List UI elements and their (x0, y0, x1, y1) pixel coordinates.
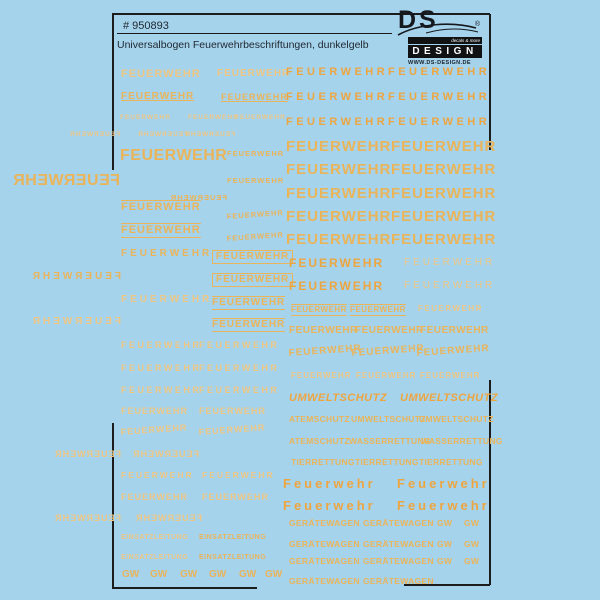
decal-text: GW (150, 569, 168, 580)
decal-text: FEUERWEHR (199, 340, 280, 350)
decal-text: FEUERWEHR (12, 172, 120, 189)
decal-text: FEUERWEHR (226, 208, 285, 221)
sheet-title: Universalbogen Feuerwehrbeschriftungen, dunkelgelb (117, 39, 369, 51)
logo-url: WWW.DS-DESIGN.DE (408, 60, 471, 66)
decal-text: Feuerwehr (397, 498, 490, 513)
decal-text: FEUERWEHR (350, 305, 406, 314)
decal-text: GW (265, 569, 283, 580)
decal-text: FEUERWEHR (351, 342, 426, 359)
decal-text: FEUERWEHR (29, 271, 121, 282)
logo-tagline: decals & more (408, 37, 482, 44)
decal-text: FEUERWEHR (121, 224, 201, 236)
decal-text: TIERRETTUNG (419, 457, 483, 467)
decal-text: GW (464, 518, 480, 528)
decal-text: FEUERWEHR (121, 91, 195, 102)
decal-text: EINSATZLEITUNG (199, 554, 267, 561)
decal-text: FEUERWEHR (121, 248, 213, 259)
decal-text: FEUERWEHR (212, 319, 286, 330)
decal-text: FEUERWEHR (212, 273, 293, 287)
decal-text: FEUERWEHR (54, 513, 121, 523)
registered-trademark-icon: ® (474, 21, 480, 28)
decal-text: GERÄTEWAGEN (363, 576, 434, 586)
decal-text: FEUERWEHR (286, 231, 392, 248)
decal-text: FEUERWEHR (418, 304, 483, 313)
decal-text: FEUERWEHR (135, 513, 202, 523)
decal-text: FEUERWEHR (212, 250, 293, 264)
decal-text: GW (464, 556, 480, 566)
decal-text: FEUERWEHR (289, 279, 385, 293)
decal-text: WASSERRETTUNG (421, 436, 503, 446)
decal-text: FEUERWEHR (404, 257, 496, 268)
decal-text: FEUERWEHR (388, 66, 491, 78)
decal-text: FEUERWEHR (391, 161, 497, 178)
decal-text: ATEMSCHUTZ (289, 436, 350, 446)
decal-text: FEUERWEHR (188, 114, 239, 121)
decal-text: FEUERWEHR (289, 256, 385, 270)
decal-text: FEUERWEHR (121, 363, 202, 373)
decal-text: FEUERWEHR (120, 114, 171, 121)
decal-text: FEUERWEHR (121, 492, 188, 502)
decal-text: EINSATZLEITUNG (199, 534, 267, 541)
decal-text: FEUERWEHR (198, 422, 266, 437)
decal-text: FEUERWEHR (121, 385, 202, 395)
decal-text: FEUERWEHR (391, 231, 497, 248)
decal-text: FEUERWEHR (416, 342, 491, 359)
decal-text: GW (437, 556, 453, 566)
decal-text: FEUERWEHR (199, 363, 280, 373)
decal-text: FEUERWEHR (286, 138, 392, 155)
decal-text: FEUERWEHR (137, 131, 188, 138)
decal-text: FEUERWEHR (291, 305, 347, 314)
decal-text: GW (239, 569, 257, 580)
decal-text: FEUERWEHR (388, 116, 491, 128)
decal-text: FEUERWEHR (420, 325, 489, 336)
logo-ds-text: DS (398, 6, 439, 34)
decal-text: FEUERWEHR (286, 161, 392, 178)
decal-text: GERÄTEWAGEN (289, 539, 360, 549)
decal-text: TIERRETTUNG (355, 457, 419, 467)
decal-text: GW (437, 518, 453, 528)
decal-text: FEUERWEHR (121, 406, 188, 416)
decal-text: FEUERWEHR (212, 297, 286, 308)
decal-text: FEUERWEHR (286, 91, 389, 103)
decal-text: WASSERRETTUNG (349, 436, 431, 446)
decal-text: FEUERWEHR (121, 201, 201, 213)
decal-text: FEUERWEHR (121, 68, 201, 80)
decal-text: FEUERWEHR (420, 371, 481, 380)
decal-text: FEUERWEHR (132, 449, 199, 459)
decal-text: GW (209, 569, 227, 580)
decal-text: FEUERWEHR (391, 208, 497, 225)
decal-text: FEUERWEHR (199, 406, 266, 416)
decal-text: Feuerwehr (397, 476, 490, 491)
decal-text: FEUERWEHR (121, 294, 213, 305)
decal-text: FEUERWEHR (184, 131, 235, 138)
decal-text: GW (180, 569, 198, 580)
decal-text: Feuerwehr (283, 498, 376, 513)
decal-text: FEUERWEHR (291, 371, 352, 380)
decal-text: FEUERWEHR (286, 208, 392, 225)
decal-text: FEUERWEHR (120, 422, 188, 437)
decal-text: FEUERWEHR (202, 470, 275, 480)
decal-text: FEUERWEHR (286, 116, 389, 128)
decal-text: GERÄTEWAGEN (363, 556, 434, 566)
decal-text: FEUERWEHR (69, 131, 120, 138)
decal-text: FEUERWEHR (235, 114, 286, 121)
logo-design-text: DESIGN (408, 45, 482, 58)
decal-text: ATEMSCHUTZ (289, 414, 350, 424)
decal-text: UMWELTSCHUTZ (289, 392, 388, 404)
decal-text: FEUERWEHR (227, 176, 285, 185)
decal-text: TIERRETTUNG (291, 457, 355, 467)
decal-text: FEUERWEHR (54, 449, 121, 459)
decal-text: FEUERWEHR (169, 193, 227, 202)
decal-text: GERÄTEWAGEN (363, 539, 434, 549)
decal-text: Feuerwehr (283, 476, 376, 491)
decal-text: FEUERWEHR (199, 385, 280, 395)
decal-text: UMWELTSCHUTZ (351, 414, 426, 424)
decal-text: EINSATZLEITUNG (121, 534, 189, 541)
product-number: # 950893 (123, 20, 169, 32)
decal-text: GW (122, 569, 140, 580)
decal-text: FEUERWEHR (289, 325, 358, 336)
decal-text: FEUERWEHR (286, 66, 389, 78)
decal-text: FEUERWEHR (388, 91, 491, 103)
decal-text: FEUERWEHR (227, 149, 285, 158)
decal-text: FEUERWEHR (391, 138, 497, 155)
decal-text: FEUERWEHR (288, 342, 363, 359)
decal-text: FEUERWEHR (286, 185, 392, 202)
decal-text: GW (464, 539, 480, 549)
decal-text: FEUERWEHR (221, 92, 288, 102)
decal-text: FEUERWEHR (120, 147, 228, 164)
decal-text: FEUERWEHR (217, 68, 291, 79)
decal-text: EINSATZLEITUNG (121, 554, 189, 561)
decal-text: GERÄTEWAGEN (363, 518, 434, 528)
decal-text: FEUERWEHR (391, 185, 497, 202)
decal-text: FEUERWEHR (226, 230, 285, 243)
decal-text: UMWELTSCHUTZ (419, 414, 494, 424)
decal-text: GW (437, 539, 453, 549)
decal-text: FEUERWEHR (356, 371, 417, 380)
decal-text: FEUERWEHR (29, 316, 121, 327)
decal-text: FEUERWEHR (404, 280, 496, 291)
decal-text: UMWELTSCHUTZ (400, 392, 499, 404)
decal-text: FEUERWEHR (202, 492, 269, 502)
decal-text: FEUERWEHR (121, 340, 202, 350)
decal-text: GERÄTEWAGEN (289, 556, 360, 566)
decal-text: GERÄTEWAGEN (289, 518, 360, 528)
decal-text: FEUERWEHR (355, 325, 424, 336)
decal-text: FEUERWEHR (121, 470, 194, 480)
decal-text: GERÄTEWAGEN (289, 576, 360, 586)
